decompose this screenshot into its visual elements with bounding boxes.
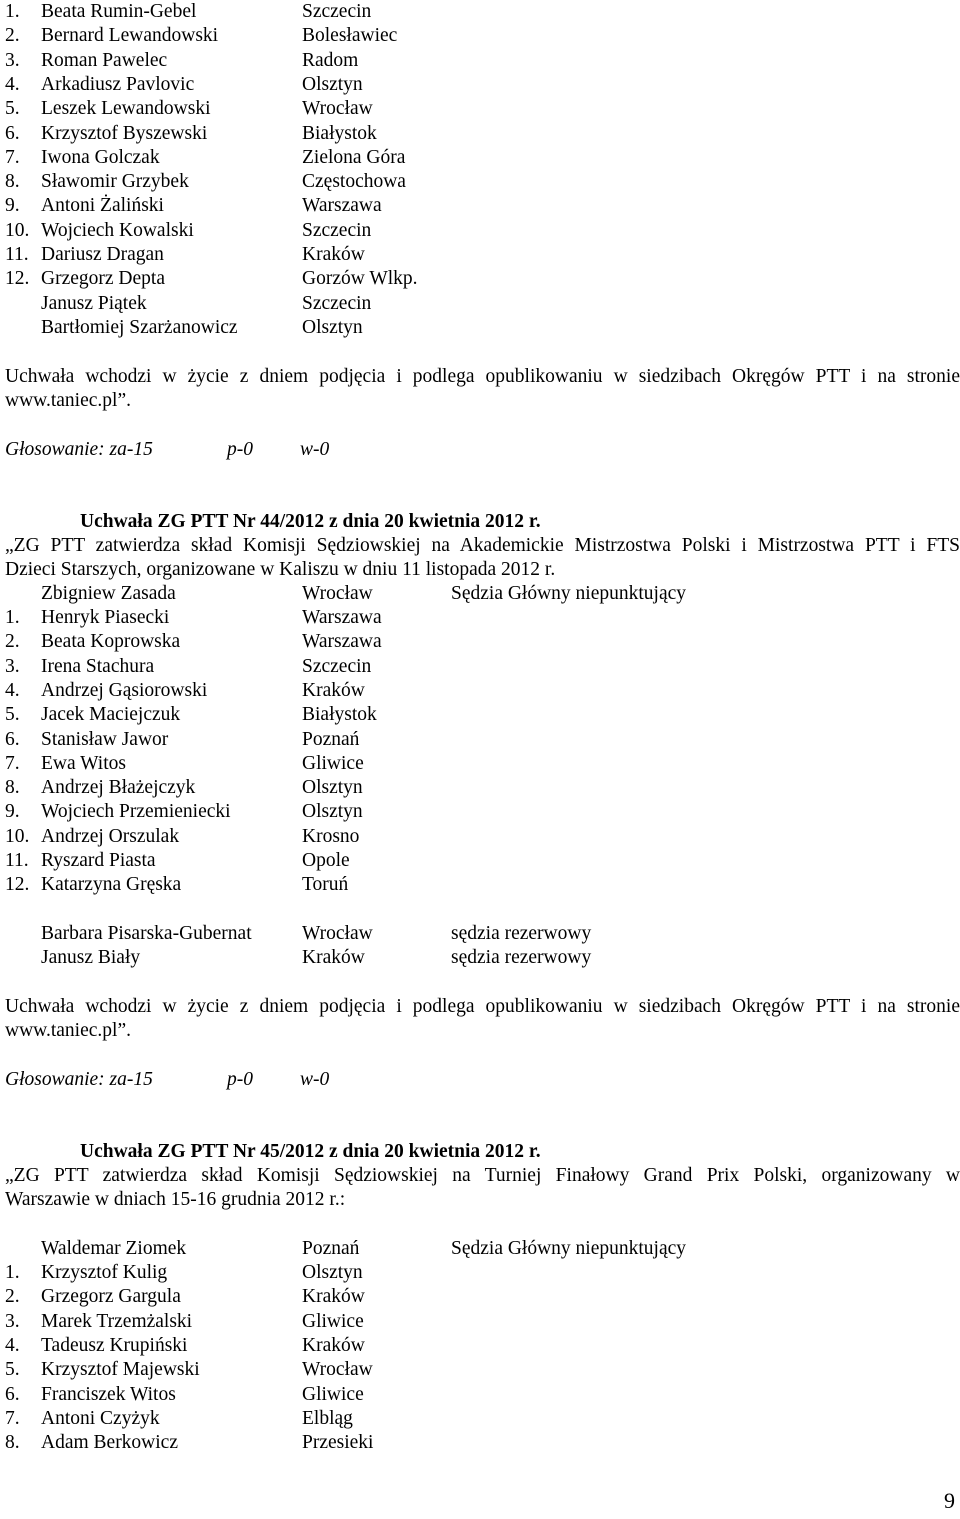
judge-row [0,1431,960,1455]
judge-city: Toruń [302,874,349,896]
judge-name: Beata Rumin-Gebel [41,1,197,22]
judge-city: Gliwice [302,1383,364,1405]
resolution-heading-45: Uchwała ZG PTT Nr 45/2012 z dnia 20 kwietnia 2012 r. [80,1141,541,1162]
judge-number: 5. [5,1359,20,1381]
judge-city: Wrocław [302,1359,373,1381]
judge-name: Adam Berkowicz [41,1432,178,1454]
judge-number: 4. [5,1334,20,1356]
judge-name: Henryk Piasecki [41,607,170,628]
judge-city: Wrocław [302,923,373,944]
intro-text-3b: Warszawie w dniach 15-16 grudnia 2012 r.: [5,1189,346,1210]
intro-text-2b: Dzieci Starszych, organizowane w Kaliszu w dniu 11 listopada 2012 r. [5,559,556,580]
judge-city: Olsztyn [302,316,363,338]
judge-name: Wojciech Przemieniecki [41,801,231,823]
judge-row [0,873,960,897]
intro-text-3a: „ZG PTT zatwierdza skład Komisji Sędziowskiej na Turniej Finałowy Grand Prix Polski, organizowany w [5,1165,960,1186]
judge-row [0,219,960,243]
vote-w: w-0 [300,439,330,460]
judge-row [0,630,960,654]
judge-number: 6. [5,1383,20,1405]
judge-name: Grzegorz Gargula [41,1286,181,1308]
judge-number: 7. [5,752,20,774]
judge-row [0,728,960,752]
judge-role: sędzia rezerwowy [451,923,592,944]
judge-number: 3. [5,1310,20,1332]
judge-number: 2. [5,25,20,47]
judge-number: 10. [5,825,30,847]
judge-name: Bartłomiej Szarżanowicz [41,316,238,338]
judge-number: 3. [5,655,20,677]
judge-number: 10. [5,219,30,241]
judge-row [0,49,960,73]
judge-name: Franciszek Witos [41,1383,176,1405]
judge-name: Beata Koprowska [41,631,181,653]
judge-name: Stanisław Jawor [41,728,169,750]
judge-name: Marek Trzemżalski [41,1310,193,1332]
judge-row [0,1358,960,1382]
judge-city: Przesieki [302,1432,374,1454]
judge-number: 5. [5,98,20,120]
judge-role: sędzia rezerwowy [451,947,592,968]
judge-number: 6. [5,122,20,144]
judge-name: Ewa Witos [41,752,126,774]
vote-line-1 [5,438,405,462]
judge-city: Radom [302,49,359,71]
intro-text-2a: „ZG PTT zatwierdza skład Komisji Sędziowskiej na Akademickie Mistrzostwa Polski i Mistrzostwa PTT i FTS [5,535,960,556]
judge-city: Poznań [302,1238,360,1259]
closing-text-2a: Uchwała wchodzi w życie z dniem podjęcia i podlega opublikowaniu w siedzibach Okręgów PTT i na stronie [5,996,960,1017]
judge-number: 1. [5,1262,20,1283]
judge-city: Olsztyn [302,801,363,823]
chief-judge-row-2 [0,582,960,606]
judge-name: Wojciech Kowalski [41,219,194,241]
judge-name: Jacek Maciejczuk [41,704,181,726]
judge-city: Poznań [302,728,360,750]
judge-city: Gliwice [302,752,364,774]
judge-city: Olsztyn [302,777,363,799]
reserve-judge-row [0,946,960,970]
closing-text-2b: www.taniec.pl”. [5,1020,131,1041]
closing-text-1a: Uchwała wchodzi w życie z dniem podjęcia i podlega opublikowaniu w siedzibach Okręgów PTT i na stronie [5,366,960,387]
judge-city: Kraków [302,1334,365,1356]
judge-name: Iwona Golczak [41,146,160,168]
judge-name: Sławomir Grzybek [41,171,189,193]
judge-city: Elbląg [302,1407,353,1429]
judge-name: Grzegorz Depta [41,268,165,290]
judge-city: Wrocław [302,583,373,604]
judge-name: Janusz Piątek [41,292,147,314]
judge-row [0,97,960,121]
judge-city: Kraków [302,947,365,968]
judge-name: Waldemar Ziomek [41,1238,187,1259]
judge-row [0,752,960,776]
judge-row [0,849,960,873]
judge-row [0,825,960,849]
judge-number: 12. [5,268,30,290]
judge-row [0,1383,960,1407]
vote-za: Głosowanie: za-15 [5,439,153,460]
judge-row [0,679,960,703]
judge-city: Warszawa [302,607,382,628]
judge-number: 8. [5,1432,20,1454]
judge-row [0,606,960,630]
judge-number: 11. [5,850,29,871]
judge-row [0,267,960,291]
judge-row [0,316,960,340]
judge-number: 7. [5,146,20,168]
judge-number: 3. [5,49,20,71]
judge-row [0,170,960,194]
judge-city: Bolesławiec [302,25,398,47]
judge-number: 6. [5,728,20,750]
judge-number: 7. [5,1407,20,1429]
judge-city: Olsztyn [302,1262,363,1283]
judge-row [0,0,960,24]
judge-row [0,703,960,727]
judge-name: Andrzej Błażejczyk [41,777,196,799]
judge-city: Białystok [302,704,377,726]
vote-za: Głosowanie: za-15 [5,1069,153,1090]
vote-w: w-0 [300,1069,330,1090]
judge-city: Szczecin [302,655,372,677]
judge-city: Szczecin [302,219,372,241]
closing-text-1b: www.taniec.pl”. [5,390,131,411]
judge-name: Roman Pawelec [41,49,168,71]
judge-name: Janusz Biały [41,947,141,968]
judge-name: Katarzyna Gręska [41,874,182,896]
judge-city: Szczecin [302,292,372,314]
judge-row [0,776,960,800]
resolution-heading-44: Uchwała ZG PTT Nr 44/2012 z dnia 20 kwietnia 2012 r. [80,511,541,532]
judge-city: Olsztyn [302,73,363,95]
judge-name: Andrzej Gąsiorowski [41,679,208,701]
judge-city: Szczecin [302,1,372,22]
page-number: 9 [944,1488,955,1513]
judge-role: Sędzia Główny niepunktujący [451,1238,687,1259]
judge-name: Leszek Lewandowski [41,98,211,120]
judge-row [0,1285,960,1309]
judge-row [0,655,960,679]
judge-city: Warszawa [302,195,382,217]
judge-name: Arkadiusz Pavlovic [41,73,195,95]
judge-number: 8. [5,171,20,193]
reserve-judge-row [0,922,960,946]
judge-number: 9. [5,195,20,217]
judge-name: Krzysztof Byszewski [41,122,208,144]
judge-row [0,122,960,146]
judge-number: 8. [5,777,20,799]
judge-row [0,1334,960,1358]
judge-city: Częstochowa [302,171,406,193]
judge-name: Ryszard Piasta [41,850,156,871]
judge-row [0,292,960,316]
judge-city: Krosno [302,825,360,847]
judge-name: Krzysztof Majewski [41,1359,200,1381]
judge-number: 9. [5,801,20,823]
judge-number: 5. [5,704,20,726]
judge-name: Irena Stachura [41,655,155,677]
judge-city: Gliwice [302,1310,364,1332]
judge-name: Tadeusz Krupiński [41,1334,188,1356]
judge-city: Kraków [302,679,365,701]
judge-row [0,24,960,48]
judge-city: Warszawa [302,631,382,653]
judge-row [0,243,960,267]
judge-city: Zielona Góra [302,146,406,168]
judge-number: 1. [5,607,20,628]
judge-name: Andrzej Orszulak [41,825,180,847]
judge-number: 2. [5,631,20,653]
judge-name: Krzysztof Kulig [41,1262,168,1283]
vote-line-2 [5,1068,405,1092]
judge-number: 2. [5,1286,20,1308]
judge-number: 11. [5,244,29,265]
judge-name: Antoni Czyżyk [41,1407,160,1429]
vote-p: p-0 [227,439,253,460]
judge-row [0,800,960,824]
judge-name: Barbara Pisarska-Gubernat [41,923,252,944]
judge-role: Sędzia Główny niepunktujący [451,583,687,604]
judge-row [0,1407,960,1431]
chief-judge-row-3 [0,1237,960,1261]
judge-row [0,73,960,97]
judge-name: Dariusz Dragan [41,244,164,265]
judge-city: Gorzów Wlkp. [302,268,418,290]
judge-name: Bernard Lewandowski [41,25,219,47]
judge-row [0,194,960,218]
judge-city: Opole [302,850,350,871]
judge-row [0,1310,960,1334]
judge-city: Białystok [302,122,377,144]
judge-number: 1. [5,1,20,22]
judge-city: Kraków [302,1286,365,1308]
judge-name: Zbigniew Zasada [41,583,176,604]
judge-row [0,1261,960,1285]
judge-number: 12. [5,874,30,896]
judge-city: Kraków [302,244,365,265]
judge-city: Wrocław [302,98,373,120]
judge-name: Antoni Żaliński [41,195,164,217]
judge-number: 4. [5,679,20,701]
judge-number: 4. [5,73,20,95]
judge-row [0,146,960,170]
vote-p: p-0 [227,1069,253,1090]
